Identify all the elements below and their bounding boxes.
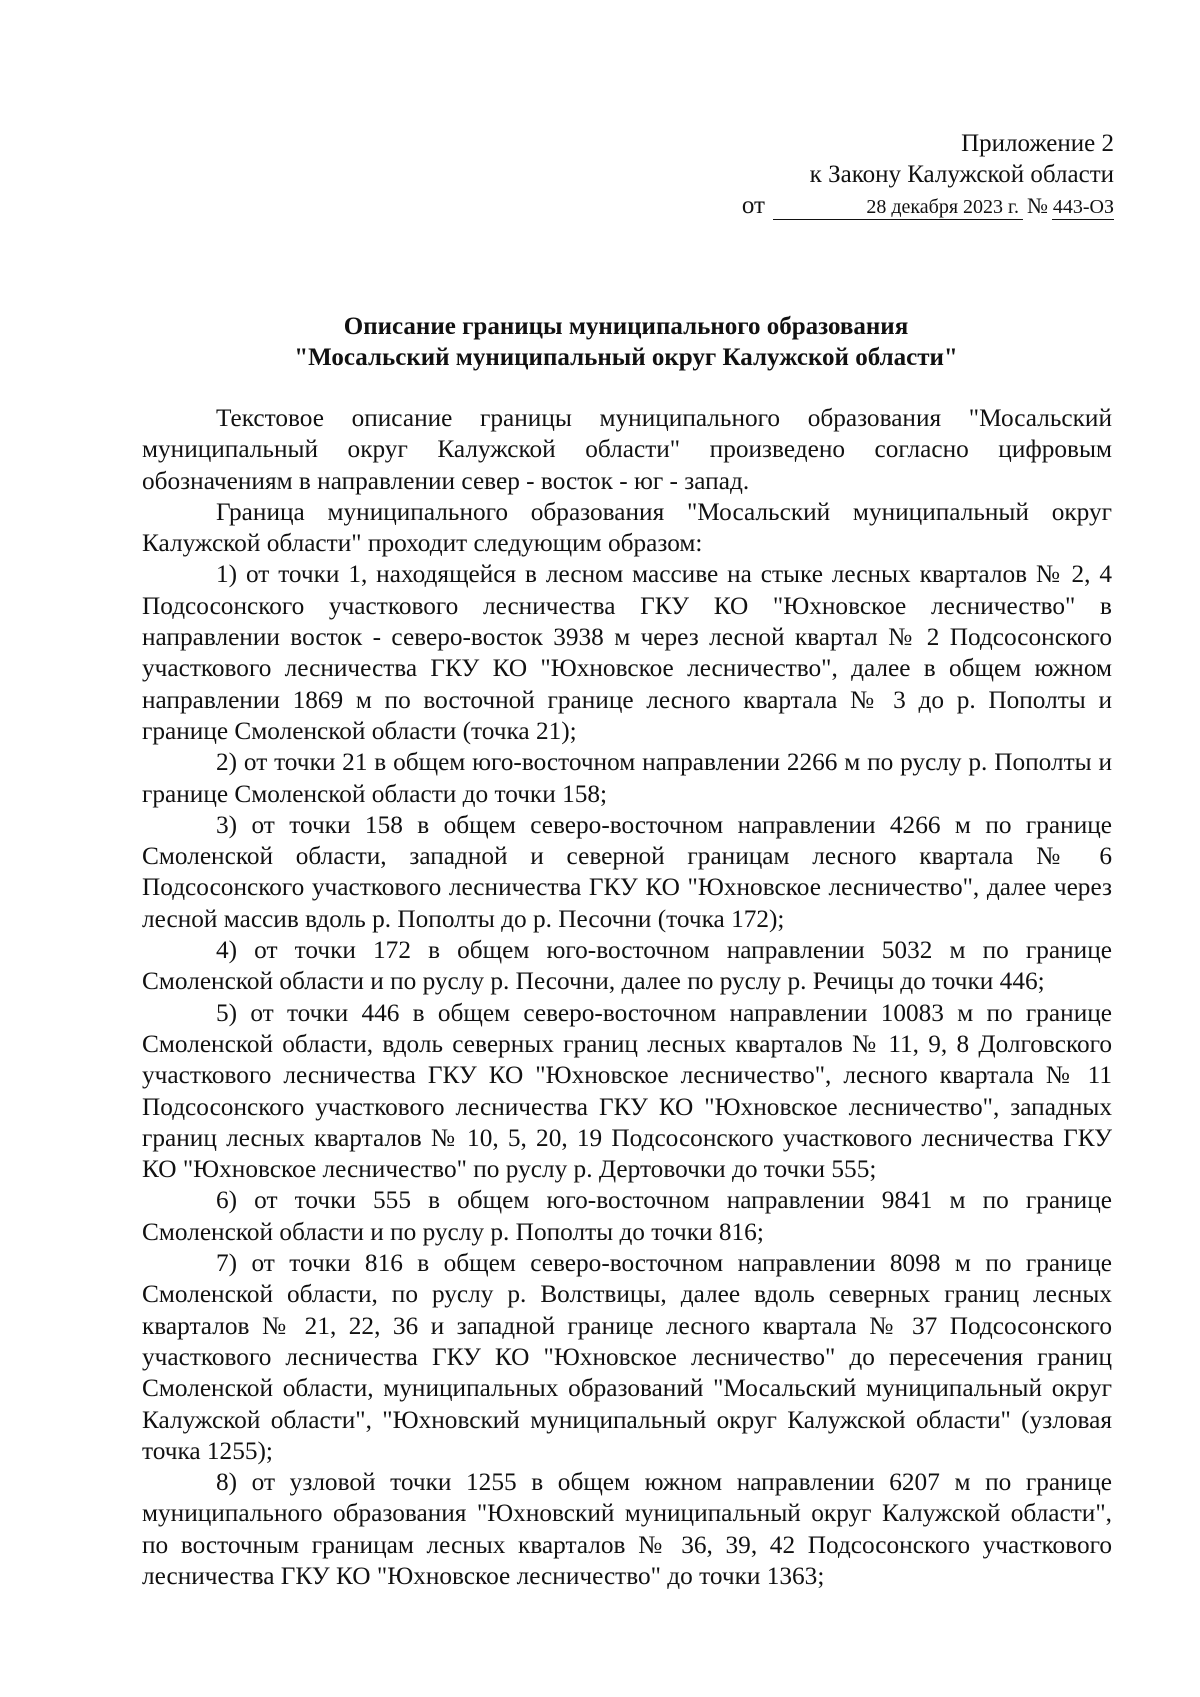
paragraph-item-6: 6) от точки 555 в общем юго-восточном направлении 9841 м по границе Смоленской области и по руслу р. Пополты до точки 816; [142, 1186, 1112, 1246]
paragraph-boundary-intro: Граница муниципального образования "Мосальский муниципальный округ Калужской области" проходит следующим образом: [142, 497, 1112, 558]
document-body [142, 403, 1112, 1592]
title-line-2: "Мосальский муниципальный округ Калужской области" [294, 344, 958, 371]
law-date-number-line [654, 190, 1114, 221]
appendix-label: Приложение 2 [961, 130, 1114, 157]
paragraph-item-4: 4) от точки 172 в общем юго-восточном направлении 5032 м по границе Смоленской области и по руслу р. Песочни, далее по руслу р. Речицы до точки 446; [142, 936, 1112, 996]
paragraph-item-1: 1) от точки 1, находящейся в лесном массиве на стыке лесных кварталов № 2, 4 Подсосонского участкового лесничества ГКУ КО "Юхновское лесничество" в направлении восток - северо-восток 3938 м через лесной квартал № 2 Подсосонского участкового лесничества ГКУ КО "Юхновское лесничество", далее в общем южном направлении 1869 м по восточной границе лесного квартала № 3 до р. Пополты и границе Смоленской области (точка 21); [142, 560, 1112, 745]
paragraph-item-7: 7) от точки 816 в общем северо-восточном направлении 8098 м по границе Смоленской области, по руслу р. Волствицы, далее вдоль северных границ лесных кварталов № 21, 22, 36 и западной границе лесного квартала № 37 Подсосонского участкового лесничества ГКУ КО "Юхновское лесничество" до пересечения границ Смоленской области, муниципальных образований "Мосальский муниципальный округ Калужской области", "Юхновский муниципальный округ Калужской области" (узловая точка 1255); [142, 1249, 1112, 1465]
document-title [140, 311, 1112, 373]
appendix-header [654, 128, 1114, 221]
law-number: 443-ОЗ [1052, 196, 1114, 218]
paragraph-item-3: 3) от точки 158 в общем северо-восточном направлении 4266 м по границе Смоленской области, западной и северной границам лесного квартала № 6 Подсосонского участкового лесничества ГКУ КО "Юхновское лесничество", далее через лесной массив вдоль р. Пополты до р. Песочни (точка 172); [142, 810, 1112, 933]
law-reference: к Закону Калужской области [809, 161, 1114, 188]
title-line-1: Описание границы муниципального образования [343, 313, 909, 340]
from-label: от [741, 192, 765, 219]
paragraph-item-2: 2) от точки 21 в общем юго-восточном направлении 2266 м по руслу р. Пополты и границе Смоленской области до точки 158; [142, 748, 1112, 808]
paragraph-intro: Текстовое описание границы муниципального образования "Мосальский муниципальный округ Калужской области" произведено согласно цифровым обозначениям в направлении север - восток - юг - запад. [142, 404, 1112, 495]
paragraph-item-5: 5) от точки 446 в общем северо-восточном направлении 10083 м по границе Смоленской области, вдоль северных границ лесных кварталов № 11, 9, 8 Долговского участкового лесничества ГКУ КО "Юхновское лесничество", лесного квартала № 11 Подсосонского участкового лесничества ГКУ КО "Юхновское лесничество", западных границ лесных кварталов № 10, 5, 20, 19 Подсосонского участкового лесничества ГКУ КО "Юхновское лесничество" по руслу р. Дертовочки до точки 555; [142, 998, 1112, 1184]
number-sign: № [1027, 193, 1048, 218]
paragraph-item-8: 8) от узловой точки 1255 в общем южном направлении 6207 м по границе муниципального образования "Юхновский муниципальный округ Калужской области", по восточным границам лесных кварталов № 36, 39, 42 Подсосонского участкового лесничества ГКУ КО "Юхновское лесничество" до точки 1363; [142, 1468, 1112, 1590]
law-date: 28 декабря 2023 г. [773, 195, 1023, 220]
